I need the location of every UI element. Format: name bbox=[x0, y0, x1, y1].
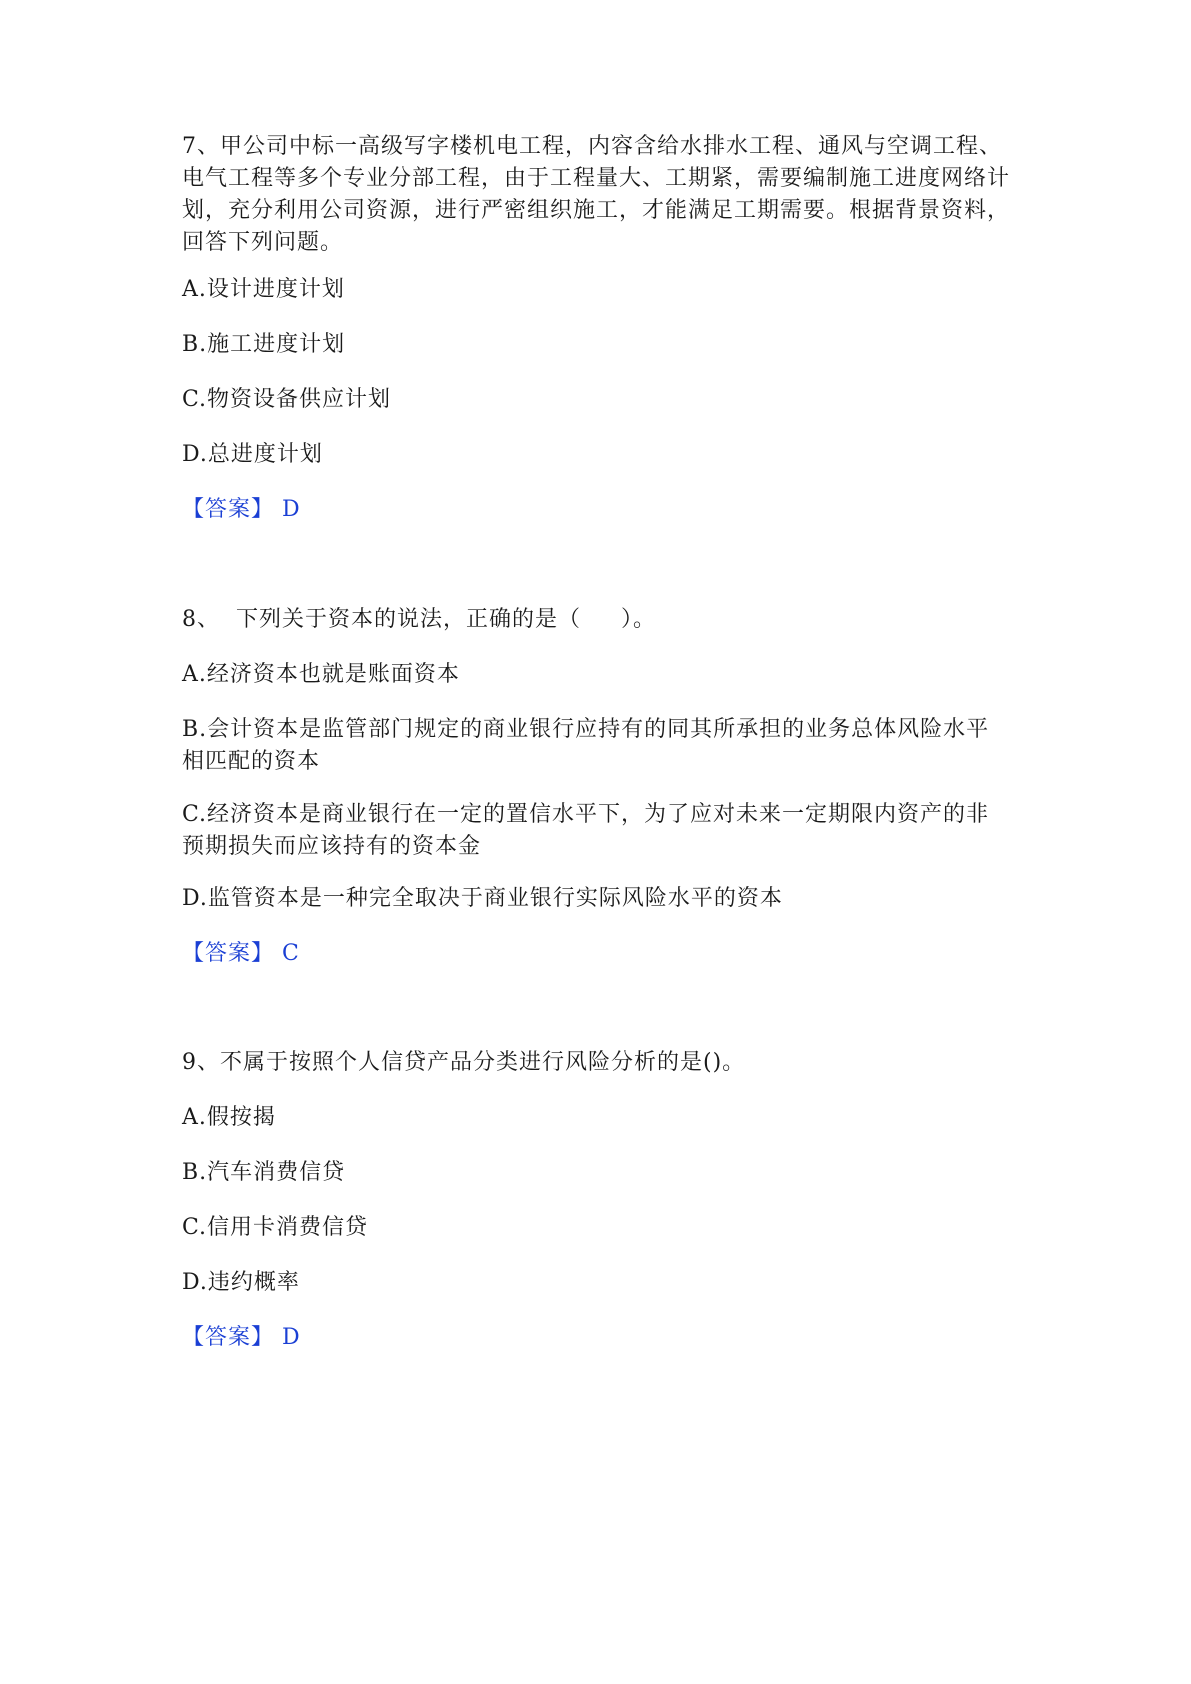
option-b: B.施工进度计划 bbox=[182, 332, 346, 357]
question-stem: 7、甲公司中标一高级写字楼机电工程，内容含给水排水工程、通风与空调工程、电气工程等多个专业分部工程，由于工程量大、工期紧，需要编制施工进度网络计划，充分利用公司资源，进行严密组织施工，才能满足工期需要。根据背景资料，回答下列问题。 bbox=[182, 134, 1011, 255]
question-stem: 9、不属于按照个人信贷产品分类进行风险分析的是()。 bbox=[182, 1050, 746, 1075]
option-d: D.违约概率 bbox=[182, 1270, 300, 1295]
option-d: D.监管资本是一种完全取决于商业银行实际风险水平的资本 bbox=[182, 886, 783, 911]
option-b: B.汽车消费信贷 bbox=[182, 1160, 346, 1185]
option-b: B.会计资本是监管部门规定的商业银行应持有的同其所承担的业务总体风险水平相匹配的资本 bbox=[182, 717, 990, 774]
answer-label: 【答案】 D bbox=[182, 1325, 301, 1350]
answer-label: 【答案】 C bbox=[182, 941, 300, 966]
option-a: A.经济资本也就是账面资本 bbox=[182, 662, 460, 687]
option-d: D.总进度计划 bbox=[182, 442, 323, 467]
question-stem: 8、 下列关于资本的说法，正确的是（ ）。 bbox=[182, 607, 656, 632]
option-a: A.设计进度计划 bbox=[182, 277, 345, 302]
option-c: C.经济资本是商业银行在一定的置信水平下，为了应对未来一定期限内资产的非预期损失而应该持有的资本金 bbox=[182, 802, 990, 859]
option-c: C.物资设备供应计划 bbox=[182, 387, 392, 412]
answer-label: 【答案】 D bbox=[182, 497, 301, 522]
option-c: C.信用卡消费信贷 bbox=[182, 1215, 369, 1240]
option-a: A.假按揭 bbox=[182, 1105, 276, 1130]
